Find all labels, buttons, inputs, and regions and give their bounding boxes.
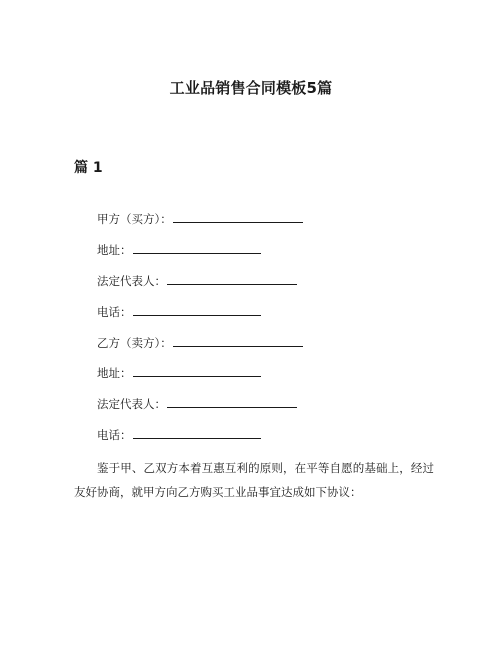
agreement-paragraph: 鉴于甲、乙双方本着互惠互利的原则，在平等自愿的基础上，经过友好协商，就甲方向乙方购买工业品事宜达成如下协议： — [74, 461, 434, 499]
fill-in-blank — [167, 395, 297, 408]
field-buyer-party — [97, 210, 303, 227]
fill-in-blank — [133, 426, 261, 439]
field-label: 法定代表人： — [97, 274, 166, 288]
field-buyer-phone — [97, 303, 261, 320]
field-seller-legal-representative — [97, 395, 297, 412]
field-buyer-address — [97, 241, 261, 258]
field-label: 甲方（买方）： — [97, 212, 172, 226]
document-title: 工业品销售合同模板5篇 — [169, 79, 333, 97]
fill-in-blank — [173, 334, 303, 347]
field-label: 电话： — [97, 428, 132, 442]
fill-in-blank — [133, 364, 261, 377]
field-label: 电话： — [97, 305, 132, 319]
field-label: 地址： — [97, 366, 132, 380]
field-label: 法定代表人： — [97, 397, 166, 411]
field-label: 地址： — [97, 243, 132, 257]
field-seller-address — [97, 364, 261, 381]
section-heading: 篇 1 — [74, 160, 103, 176]
field-seller-party — [97, 334, 303, 351]
fill-in-blank — [133, 303, 261, 316]
fill-in-blank — [133, 241, 261, 254]
field-buyer-legal-representative — [97, 272, 297, 289]
fill-in-blank — [167, 272, 297, 285]
fill-in-blank — [173, 210, 303, 223]
field-seller-phone — [97, 426, 261, 443]
field-label: 乙方（卖方）： — [97, 336, 172, 350]
